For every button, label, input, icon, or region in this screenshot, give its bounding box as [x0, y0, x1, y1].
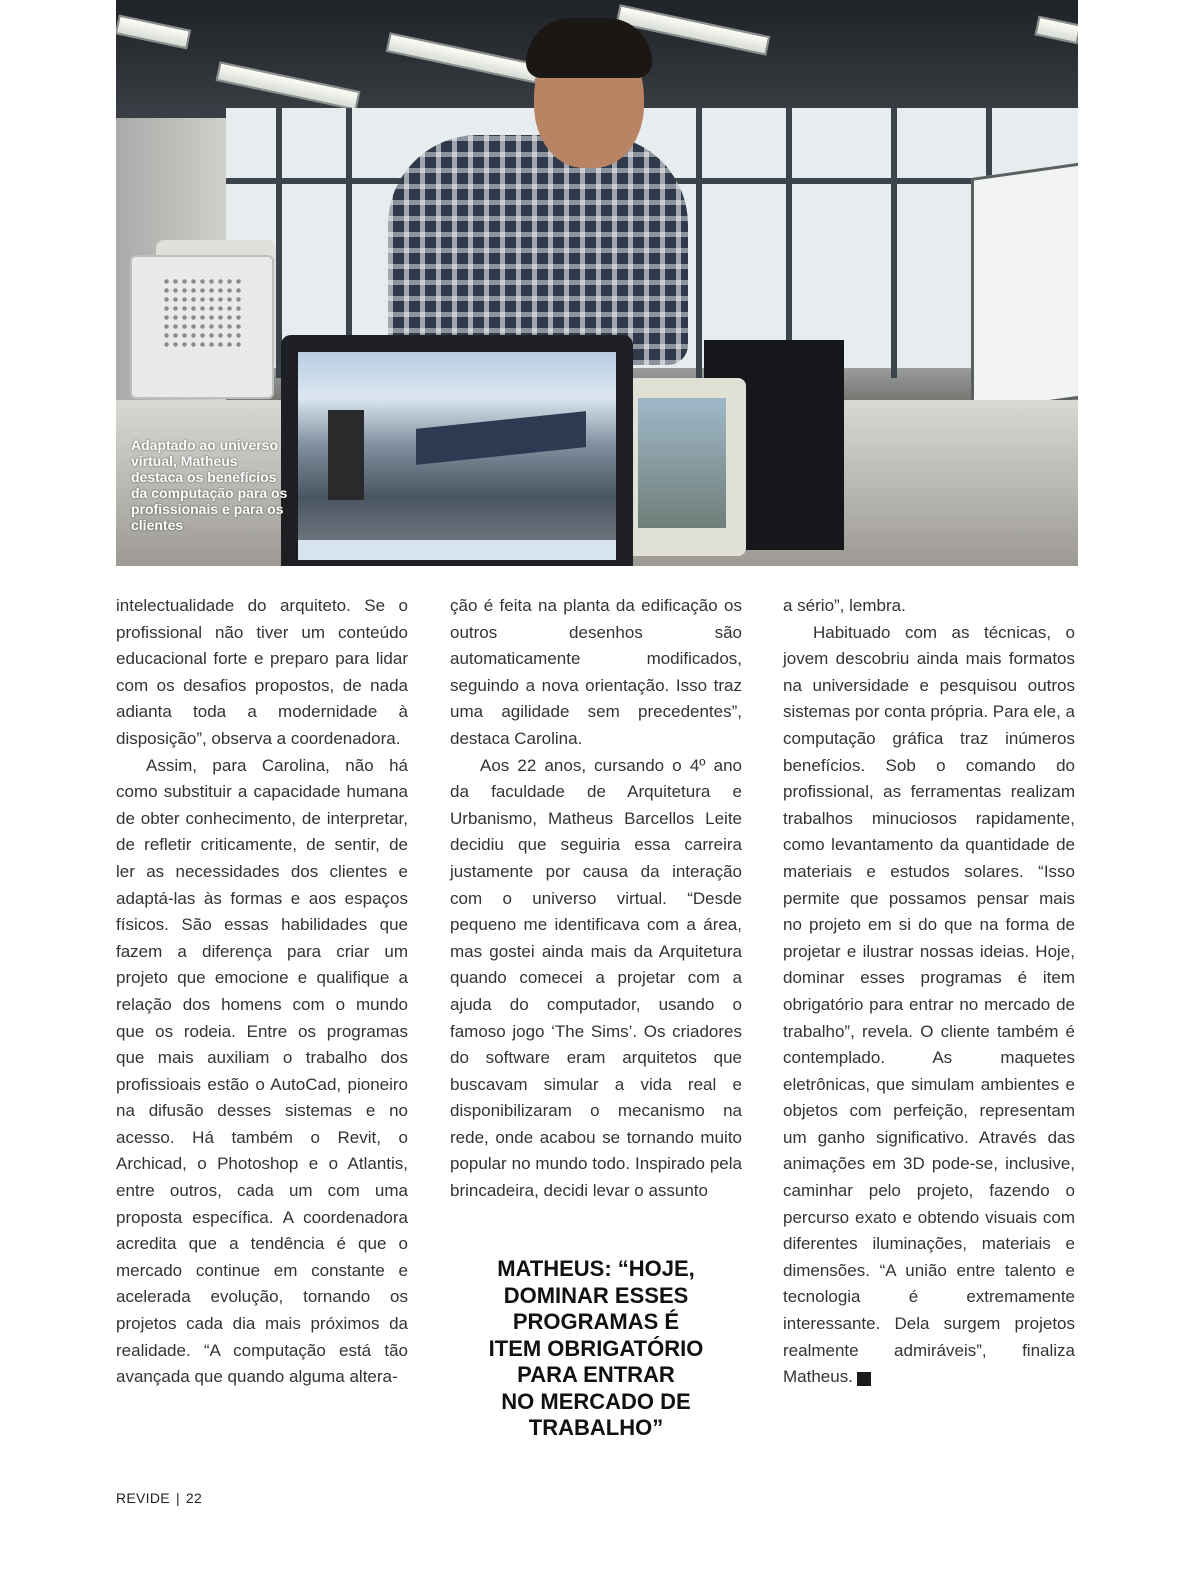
- page-footer: [116, 1490, 202, 1506]
- photo-person-hair: [526, 18, 652, 78]
- pull-quote: MATHEUS: “HOJE, DOMINAR ESSES PROGRAMAS É ITEM OBRIGATÓRIO PARA ENTRAR NO MERCADO DE TRABALHO”: [488, 1256, 704, 1440]
- photo-window-frame: [786, 108, 792, 378]
- footer-separator: |: [175, 1490, 180, 1506]
- paragraph: ção é feita na planta da edificação os outros desenhos são automaticamente modificados, seguindo a nova orientação. Isso traz uma agilidade sem precedentes”, destaca Carolina.: [450, 596, 742, 748]
- article-column-1: [116, 593, 408, 1391]
- photo-caption: Adaptado ao universo virtual, Matheus destaca os benefícios da computação para os profissionais e para os clientes: [131, 437, 288, 533]
- paragraph: Assim, para Carolina, não há como substituir a capacidade humana de obter conhecimento, de interpretar, de refletir criticamente, de sentir, de ler as necessidades dos clientes e adaptá-las às formas e aos espaços físicos. São essas habilidades que fazem a diferença para criar um projeto que emocione e qualifique a relação dos homens com o mundo que os rodeia. Entre os programas que mais auxiliam o trabalho dos profissioais estão o AutoCad, pioneiro na difusão desses sistemas e no acesso. Há também o Revit, o Archicad, o Photoshop e o Atlantis, entre outros, cada um com uma proposta específica. A coordenadora acredita que a tendência é que o mercado continue em constante e acelerada evolução, tornando os projetos cada dia mais próximos da realidade. “A computação está tão avançada que quando alguma altera-: [116, 755, 408, 1387]
- paragraph-text: Habituado com as técnicas, o jovem descobriu ainda mais formatos na universidade e pesquisou outros sistemas por conta própria. Para ele, a computação gráfica traz inúmeros benefícios. Sob o comando do profissional, as ferramentas realizam trabalhos minuciosos rapidamente, como levantamento da quantidade de materiais e estudos solares. “Isso permite que possamos pensar mais no projeto em si do que na forma de projetar e ilustrar nossas ideias. Hoje, dominar esses programas é item obrigatório para entrar no mercado de trabalho”, revela. O cliente também é contemplado. As maquetes eletrônicas, que simulam ambientes e objetos com perfeição, representam um ganho significativo. Através das animações em 3D pode-se, inclusive, caminhar pelo projeto, fazendo o percurso exato e obtendo visuais com diferentes iluminações, materiais e dimensões. “A união entre talento e tecnologia é extremamente interessante. Dela surgem projetos realmente admiráveis”, finaliza Matheus.: [783, 622, 1075, 1387]
- photo-person-shirt: [388, 135, 688, 365]
- photo-laptop-taskbar: [298, 540, 616, 560]
- photo-window-frame: [696, 108, 702, 378]
- photo-whiteboard: [971, 162, 1078, 414]
- magazine-name: REVIDE: [116, 1490, 170, 1506]
- article-column-2: [450, 593, 742, 1205]
- article-column-3: [783, 593, 1075, 1391]
- paragraph: intelectualidade do arquiteto. Se o profissional não tiver um conteúdo educacional forte e preparo para lidar com os desafios propostos, de nada adianta toda a modernidade à disposição”, observa a coordenadora.: [116, 596, 408, 748]
- photo-router-vents: [162, 277, 242, 347]
- paragraph: a sério”, lembra.: [783, 596, 906, 615]
- photo-window-frame: [276, 108, 282, 378]
- photo-crt-screen: [638, 398, 726, 528]
- paragraph: Aos 22 anos, cursando o 4º ano da faculdade de Arquitetura e Urbanismo, Matheus Barcellos Leite decidiu que seguiria essa carreira justamente por causa da interação com o universo virtual. “Desde pequeno me identificava com a área, mas gostei ainda mais da Arquitetura quando comecei a projetar com a ajuda do computador, usando o famoso jogo ‘The Sims’. Os criadores do software eram arquitetos que buscavam simular a vida real e disponibilizaram o mecanismo na rede, onde acabou se tornando muito popular no mundo todo. Inspirado pela brincadeira, decidi levar o assunto: [450, 755, 742, 1201]
- photo-window-frame: [891, 108, 897, 378]
- end-of-article-icon: r: [857, 1372, 871, 1386]
- article-photo: [116, 0, 1078, 566]
- paragraph: [783, 620, 1075, 1391]
- photo-router: [130, 255, 274, 399]
- photo-3d-model-chimney: [328, 410, 364, 500]
- page-number: 22: [185, 1490, 203, 1506]
